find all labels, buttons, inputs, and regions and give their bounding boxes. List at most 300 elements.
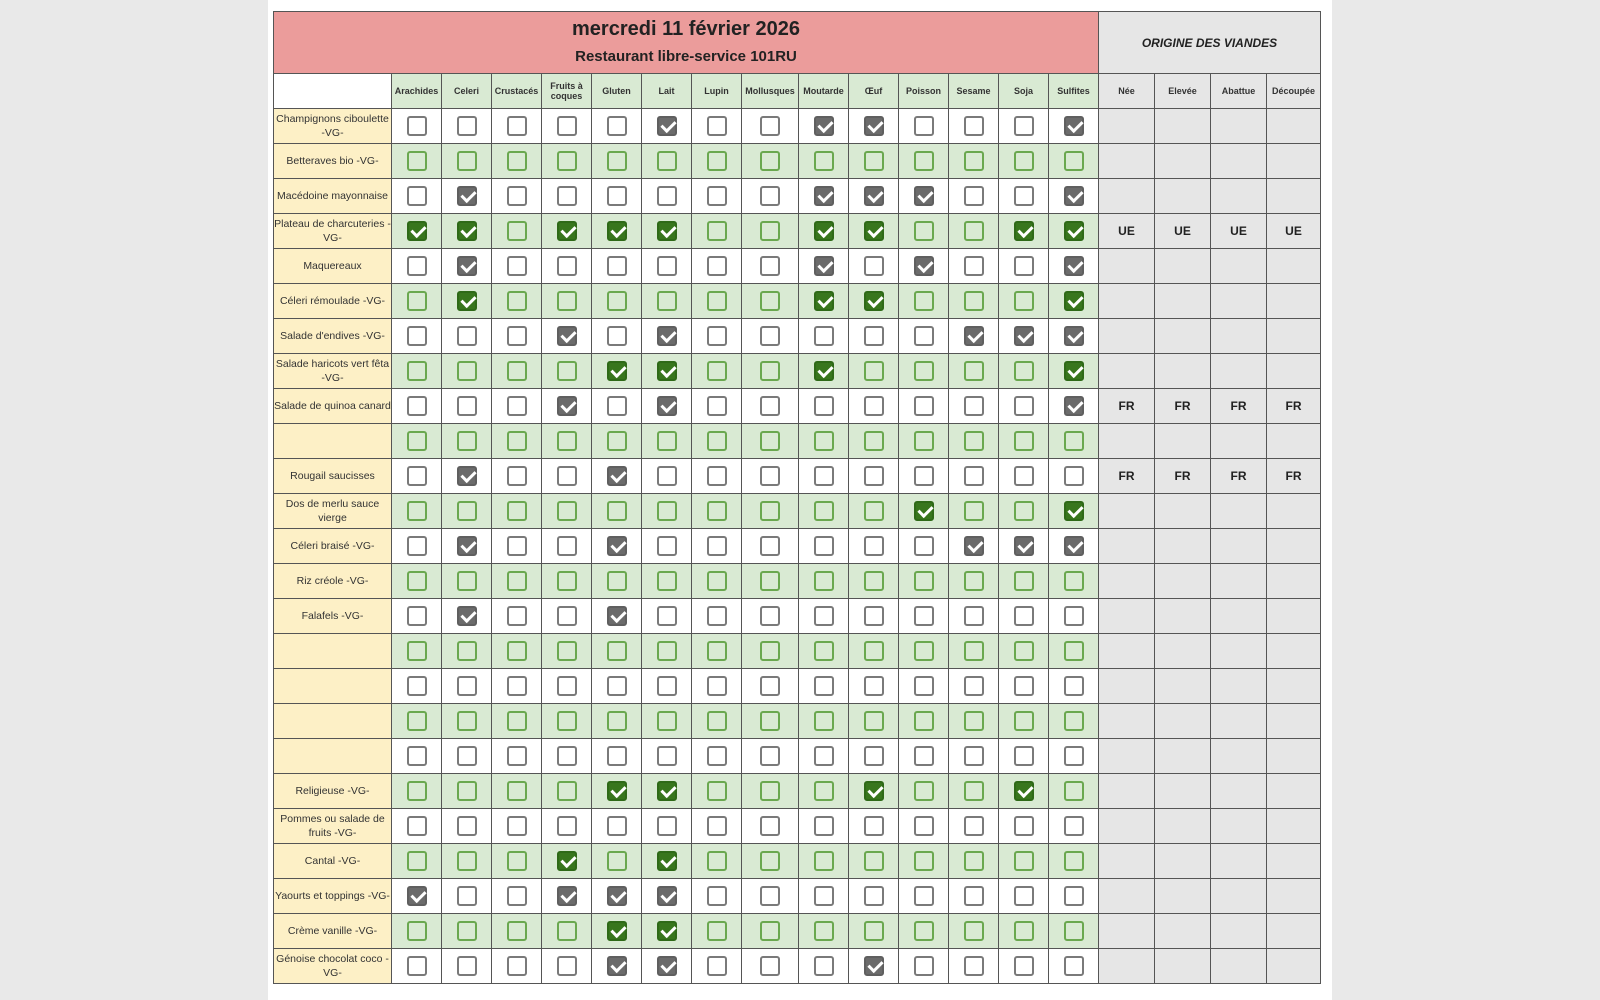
checked-checkbox-icon[interactable] [864,186,884,206]
empty-checkbox-icon[interactable] [814,676,834,696]
empty-checkbox-icon[interactable] [760,746,780,766]
checked-checkbox-icon[interactable] [814,256,834,276]
empty-checkbox-icon[interactable] [707,921,727,941]
empty-checkbox-icon[interactable] [407,816,427,836]
empty-checkbox-icon[interactable] [457,956,477,976]
empty-checkbox-icon[interactable] [457,641,477,661]
empty-checkbox-icon[interactable] [457,361,477,381]
empty-checkbox-icon[interactable] [914,921,934,941]
empty-checkbox-icon[interactable] [814,536,834,556]
empty-checkbox-icon[interactable] [814,501,834,521]
empty-checkbox-icon[interactable] [864,676,884,696]
checked-checkbox-icon[interactable] [657,396,677,416]
empty-checkbox-icon[interactable] [407,501,427,521]
checked-checkbox-icon[interactable] [864,956,884,976]
empty-checkbox-icon[interactable] [507,641,527,661]
checked-checkbox-icon[interactable] [457,606,477,626]
empty-checkbox-icon[interactable] [657,431,677,451]
checked-checkbox-icon[interactable] [1064,536,1084,556]
empty-checkbox-icon[interactable] [407,956,427,976]
empty-checkbox-icon[interactable] [1064,711,1084,731]
checked-checkbox-icon[interactable] [407,886,427,906]
empty-checkbox-icon[interactable] [914,431,934,451]
empty-checkbox-icon[interactable] [407,361,427,381]
empty-checkbox-icon[interactable] [607,501,627,521]
empty-checkbox-icon[interactable] [607,151,627,171]
empty-checkbox-icon[interactable] [760,851,780,871]
checked-checkbox-icon[interactable] [1064,396,1084,416]
empty-checkbox-icon[interactable] [814,921,834,941]
empty-checkbox-icon[interactable] [760,431,780,451]
empty-checkbox-icon[interactable] [1014,291,1034,311]
empty-checkbox-icon[interactable] [557,711,577,731]
empty-checkbox-icon[interactable] [760,641,780,661]
empty-checkbox-icon[interactable] [864,711,884,731]
empty-checkbox-icon[interactable] [864,816,884,836]
empty-checkbox-icon[interactable] [707,606,727,626]
empty-checkbox-icon[interactable] [407,291,427,311]
empty-checkbox-icon[interactable] [964,956,984,976]
empty-checkbox-icon[interactable] [864,361,884,381]
empty-checkbox-icon[interactable] [814,606,834,626]
empty-checkbox-icon[interactable] [964,431,984,451]
empty-checkbox-icon[interactable] [657,186,677,206]
checked-checkbox-icon[interactable] [607,466,627,486]
checked-checkbox-icon[interactable] [657,921,677,941]
empty-checkbox-icon[interactable] [814,746,834,766]
empty-checkbox-icon[interactable] [964,291,984,311]
empty-checkbox-icon[interactable] [557,431,577,451]
empty-checkbox-icon[interactable] [760,606,780,626]
empty-checkbox-icon[interactable] [507,781,527,801]
empty-checkbox-icon[interactable] [1064,431,1084,451]
empty-checkbox-icon[interactable] [864,466,884,486]
empty-checkbox-icon[interactable] [1064,886,1084,906]
empty-checkbox-icon[interactable] [1014,606,1034,626]
empty-checkbox-icon[interactable] [914,886,934,906]
empty-checkbox-icon[interactable] [557,746,577,766]
checked-checkbox-icon[interactable] [657,886,677,906]
empty-checkbox-icon[interactable] [760,361,780,381]
checked-checkbox-icon[interactable] [457,256,477,276]
checked-checkbox-icon[interactable] [457,466,477,486]
empty-checkbox-icon[interactable] [507,361,527,381]
empty-checkbox-icon[interactable] [814,781,834,801]
empty-checkbox-icon[interactable] [760,536,780,556]
checked-checkbox-icon[interactable] [964,536,984,556]
empty-checkbox-icon[interactable] [964,606,984,626]
empty-checkbox-icon[interactable] [1064,641,1084,661]
checked-checkbox-icon[interactable] [657,361,677,381]
checked-checkbox-icon[interactable] [964,326,984,346]
checked-checkbox-icon[interactable] [814,291,834,311]
empty-checkbox-icon[interactable] [964,466,984,486]
empty-checkbox-icon[interactable] [557,501,577,521]
empty-checkbox-icon[interactable] [707,256,727,276]
checked-checkbox-icon[interactable] [557,221,577,241]
empty-checkbox-icon[interactable] [657,501,677,521]
empty-checkbox-icon[interactable] [1014,186,1034,206]
empty-checkbox-icon[interactable] [1014,571,1034,591]
checked-checkbox-icon[interactable] [457,186,477,206]
empty-checkbox-icon[interactable] [914,466,934,486]
empty-checkbox-icon[interactable] [507,396,527,416]
empty-checkbox-icon[interactable] [864,536,884,556]
empty-checkbox-icon[interactable] [557,781,577,801]
empty-checkbox-icon[interactable] [557,956,577,976]
empty-checkbox-icon[interactable] [814,816,834,836]
empty-checkbox-icon[interactable] [964,781,984,801]
empty-checkbox-icon[interactable] [657,151,677,171]
empty-checkbox-icon[interactable] [657,606,677,626]
empty-checkbox-icon[interactable] [657,711,677,731]
empty-checkbox-icon[interactable] [707,151,727,171]
empty-checkbox-icon[interactable] [707,676,727,696]
empty-checkbox-icon[interactable] [964,221,984,241]
empty-checkbox-icon[interactable] [457,816,477,836]
empty-checkbox-icon[interactable] [914,851,934,871]
checked-checkbox-icon[interactable] [1064,116,1084,136]
empty-checkbox-icon[interactable] [457,396,477,416]
empty-checkbox-icon[interactable] [457,781,477,801]
empty-checkbox-icon[interactable] [607,116,627,136]
empty-checkbox-icon[interactable] [814,431,834,451]
empty-checkbox-icon[interactable] [707,291,727,311]
empty-checkbox-icon[interactable] [407,746,427,766]
empty-checkbox-icon[interactable] [760,326,780,346]
empty-checkbox-icon[interactable] [407,536,427,556]
empty-checkbox-icon[interactable] [707,501,727,521]
empty-checkbox-icon[interactable] [507,606,527,626]
empty-checkbox-icon[interactable] [407,641,427,661]
empty-checkbox-icon[interactable] [657,466,677,486]
empty-checkbox-icon[interactable] [507,571,527,591]
empty-checkbox-icon[interactable] [760,116,780,136]
checked-checkbox-icon[interactable] [1064,186,1084,206]
empty-checkbox-icon[interactable] [607,326,627,346]
empty-checkbox-icon[interactable] [507,221,527,241]
empty-checkbox-icon[interactable] [914,676,934,696]
empty-checkbox-icon[interactable] [457,711,477,731]
empty-checkbox-icon[interactable] [964,151,984,171]
empty-checkbox-icon[interactable] [760,396,780,416]
checked-checkbox-icon[interactable] [657,781,677,801]
empty-checkbox-icon[interactable] [814,886,834,906]
empty-checkbox-icon[interactable] [964,816,984,836]
empty-checkbox-icon[interactable] [914,746,934,766]
empty-checkbox-icon[interactable] [1014,921,1034,941]
empty-checkbox-icon[interactable] [507,536,527,556]
empty-checkbox-icon[interactable] [1064,571,1084,591]
checked-checkbox-icon[interactable] [1064,291,1084,311]
empty-checkbox-icon[interactable] [707,711,727,731]
empty-checkbox-icon[interactable] [864,396,884,416]
empty-checkbox-icon[interactable] [760,151,780,171]
empty-checkbox-icon[interactable] [1064,956,1084,976]
empty-checkbox-icon[interactable] [914,291,934,311]
empty-checkbox-icon[interactable] [864,431,884,451]
empty-checkbox-icon[interactable] [914,781,934,801]
empty-checkbox-icon[interactable] [507,956,527,976]
empty-checkbox-icon[interactable] [657,291,677,311]
empty-checkbox-icon[interactable] [457,676,477,696]
checked-checkbox-icon[interactable] [864,781,884,801]
empty-checkbox-icon[interactable] [557,151,577,171]
empty-checkbox-icon[interactable] [1064,151,1084,171]
empty-checkbox-icon[interactable] [1014,501,1034,521]
checked-checkbox-icon[interactable] [1064,221,1084,241]
empty-checkbox-icon[interactable] [557,466,577,486]
checked-checkbox-icon[interactable] [657,326,677,346]
empty-checkbox-icon[interactable] [707,536,727,556]
empty-checkbox-icon[interactable] [707,851,727,871]
checked-checkbox-icon[interactable] [657,851,677,871]
empty-checkbox-icon[interactable] [864,746,884,766]
empty-checkbox-icon[interactable] [707,886,727,906]
empty-checkbox-icon[interactable] [914,711,934,731]
empty-checkbox-icon[interactable] [707,221,727,241]
empty-checkbox-icon[interactable] [407,781,427,801]
empty-checkbox-icon[interactable] [707,431,727,451]
empty-checkbox-icon[interactable] [814,851,834,871]
checked-checkbox-icon[interactable] [1064,326,1084,346]
empty-checkbox-icon[interactable] [557,186,577,206]
checked-checkbox-icon[interactable] [607,221,627,241]
empty-checkbox-icon[interactable] [914,606,934,626]
empty-checkbox-icon[interactable] [814,711,834,731]
empty-checkbox-icon[interactable] [507,291,527,311]
empty-checkbox-icon[interactable] [1064,921,1084,941]
empty-checkbox-icon[interactable] [707,781,727,801]
empty-checkbox-icon[interactable] [1014,116,1034,136]
empty-checkbox-icon[interactable] [964,676,984,696]
checked-checkbox-icon[interactable] [814,361,834,381]
checked-checkbox-icon[interactable] [657,221,677,241]
checked-checkbox-icon[interactable] [864,221,884,241]
empty-checkbox-icon[interactable] [457,116,477,136]
empty-checkbox-icon[interactable] [964,116,984,136]
checked-checkbox-icon[interactable] [457,536,477,556]
checked-checkbox-icon[interactable] [607,956,627,976]
empty-checkbox-icon[interactable] [1064,851,1084,871]
checked-checkbox-icon[interactable] [814,221,834,241]
checked-checkbox-icon[interactable] [914,501,934,521]
empty-checkbox-icon[interactable] [557,256,577,276]
empty-checkbox-icon[interactable] [607,746,627,766]
empty-checkbox-icon[interactable] [1064,466,1084,486]
empty-checkbox-icon[interactable] [760,291,780,311]
empty-checkbox-icon[interactable] [760,886,780,906]
empty-checkbox-icon[interactable] [814,466,834,486]
empty-checkbox-icon[interactable] [407,396,427,416]
checked-checkbox-icon[interactable] [914,186,934,206]
empty-checkbox-icon[interactable] [760,221,780,241]
checked-checkbox-icon[interactable] [814,116,834,136]
empty-checkbox-icon[interactable] [914,816,934,836]
checked-checkbox-icon[interactable] [1014,536,1034,556]
empty-checkbox-icon[interactable] [657,536,677,556]
empty-checkbox-icon[interactable] [814,571,834,591]
empty-checkbox-icon[interactable] [964,571,984,591]
empty-checkbox-icon[interactable] [607,186,627,206]
empty-checkbox-icon[interactable] [814,956,834,976]
empty-checkbox-icon[interactable] [407,256,427,276]
empty-checkbox-icon[interactable] [1014,851,1034,871]
empty-checkbox-icon[interactable] [457,501,477,521]
empty-checkbox-icon[interactable] [964,851,984,871]
checked-checkbox-icon[interactable] [864,116,884,136]
empty-checkbox-icon[interactable] [914,536,934,556]
empty-checkbox-icon[interactable] [914,361,934,381]
empty-checkbox-icon[interactable] [557,606,577,626]
empty-checkbox-icon[interactable] [407,186,427,206]
empty-checkbox-icon[interactable] [507,816,527,836]
empty-checkbox-icon[interactable] [760,256,780,276]
empty-checkbox-icon[interactable] [507,186,527,206]
empty-checkbox-icon[interactable] [507,116,527,136]
empty-checkbox-icon[interactable] [964,256,984,276]
empty-checkbox-icon[interactable] [507,466,527,486]
empty-checkbox-icon[interactable] [507,851,527,871]
empty-checkbox-icon[interactable] [407,676,427,696]
checked-checkbox-icon[interactable] [1014,326,1034,346]
empty-checkbox-icon[interactable] [507,501,527,521]
empty-checkbox-icon[interactable] [707,186,727,206]
empty-checkbox-icon[interactable] [760,816,780,836]
checked-checkbox-icon[interactable] [607,361,627,381]
empty-checkbox-icon[interactable] [407,571,427,591]
empty-checkbox-icon[interactable] [1064,781,1084,801]
checked-checkbox-icon[interactable] [864,291,884,311]
empty-checkbox-icon[interactable] [964,186,984,206]
empty-checkbox-icon[interactable] [1064,606,1084,626]
empty-checkbox-icon[interactable] [657,571,677,591]
checked-checkbox-icon[interactable] [1014,781,1034,801]
empty-checkbox-icon[interactable] [707,361,727,381]
empty-checkbox-icon[interactable] [707,956,727,976]
empty-checkbox-icon[interactable] [607,431,627,451]
empty-checkbox-icon[interactable] [457,746,477,766]
empty-checkbox-icon[interactable] [507,746,527,766]
empty-checkbox-icon[interactable] [707,396,727,416]
empty-checkbox-icon[interactable] [864,606,884,626]
empty-checkbox-icon[interactable] [964,746,984,766]
empty-checkbox-icon[interactable] [457,886,477,906]
empty-checkbox-icon[interactable] [707,571,727,591]
empty-checkbox-icon[interactable] [1014,641,1034,661]
empty-checkbox-icon[interactable] [607,571,627,591]
empty-checkbox-icon[interactable] [457,571,477,591]
empty-checkbox-icon[interactable] [914,116,934,136]
empty-checkbox-icon[interactable] [760,921,780,941]
empty-checkbox-icon[interactable] [964,921,984,941]
empty-checkbox-icon[interactable] [1014,396,1034,416]
empty-checkbox-icon[interactable] [407,851,427,871]
empty-checkbox-icon[interactable] [964,361,984,381]
empty-checkbox-icon[interactable] [914,396,934,416]
empty-checkbox-icon[interactable] [507,921,527,941]
empty-checkbox-icon[interactable] [1064,746,1084,766]
empty-checkbox-icon[interactable] [657,641,677,661]
empty-checkbox-icon[interactable] [607,641,627,661]
empty-checkbox-icon[interactable] [964,886,984,906]
empty-checkbox-icon[interactable] [507,326,527,346]
checked-checkbox-icon[interactable] [607,606,627,626]
checked-checkbox-icon[interactable] [657,956,677,976]
empty-checkbox-icon[interactable] [1014,431,1034,451]
empty-checkbox-icon[interactable] [814,641,834,661]
empty-checkbox-icon[interactable] [507,151,527,171]
empty-checkbox-icon[interactable] [507,886,527,906]
empty-checkbox-icon[interactable] [707,116,727,136]
checked-checkbox-icon[interactable] [407,221,427,241]
empty-checkbox-icon[interactable] [1014,466,1034,486]
empty-checkbox-icon[interactable] [607,711,627,731]
empty-checkbox-icon[interactable] [864,641,884,661]
empty-checkbox-icon[interactable] [707,816,727,836]
checked-checkbox-icon[interactable] [457,291,477,311]
empty-checkbox-icon[interactable] [864,256,884,276]
empty-checkbox-icon[interactable] [864,571,884,591]
empty-checkbox-icon[interactable] [914,326,934,346]
empty-checkbox-icon[interactable] [864,501,884,521]
checked-checkbox-icon[interactable] [557,326,577,346]
checked-checkbox-icon[interactable] [914,256,934,276]
empty-checkbox-icon[interactable] [507,256,527,276]
empty-checkbox-icon[interactable] [607,291,627,311]
checked-checkbox-icon[interactable] [607,886,627,906]
empty-checkbox-icon[interactable] [507,676,527,696]
empty-checkbox-icon[interactable] [657,676,677,696]
empty-checkbox-icon[interactable] [607,851,627,871]
empty-checkbox-icon[interactable] [407,921,427,941]
empty-checkbox-icon[interactable] [407,711,427,731]
empty-checkbox-icon[interactable] [457,431,477,451]
empty-checkbox-icon[interactable] [760,711,780,731]
checked-checkbox-icon[interactable] [607,781,627,801]
empty-checkbox-icon[interactable] [914,571,934,591]
empty-checkbox-icon[interactable] [1014,886,1034,906]
empty-checkbox-icon[interactable] [760,676,780,696]
empty-checkbox-icon[interactable] [407,116,427,136]
empty-checkbox-icon[interactable] [707,466,727,486]
empty-checkbox-icon[interactable] [760,186,780,206]
empty-checkbox-icon[interactable] [507,711,527,731]
checked-checkbox-icon[interactable] [557,851,577,871]
empty-checkbox-icon[interactable] [557,361,577,381]
empty-checkbox-icon[interactable] [864,151,884,171]
empty-checkbox-icon[interactable] [914,641,934,661]
empty-checkbox-icon[interactable] [1014,676,1034,696]
empty-checkbox-icon[interactable] [557,536,577,556]
empty-checkbox-icon[interactable] [760,501,780,521]
empty-checkbox-icon[interactable] [407,466,427,486]
empty-checkbox-icon[interactable] [1014,816,1034,836]
empty-checkbox-icon[interactable] [1014,746,1034,766]
empty-checkbox-icon[interactable] [557,571,577,591]
checked-checkbox-icon[interactable] [557,886,577,906]
empty-checkbox-icon[interactable] [760,956,780,976]
empty-checkbox-icon[interactable] [964,711,984,731]
empty-checkbox-icon[interactable] [457,851,477,871]
empty-checkbox-icon[interactable] [607,676,627,696]
empty-checkbox-icon[interactable] [707,746,727,766]
empty-checkbox-icon[interactable] [457,326,477,346]
empty-checkbox-icon[interactable] [1014,711,1034,731]
empty-checkbox-icon[interactable] [1014,956,1034,976]
empty-checkbox-icon[interactable] [1064,676,1084,696]
empty-checkbox-icon[interactable] [1014,256,1034,276]
